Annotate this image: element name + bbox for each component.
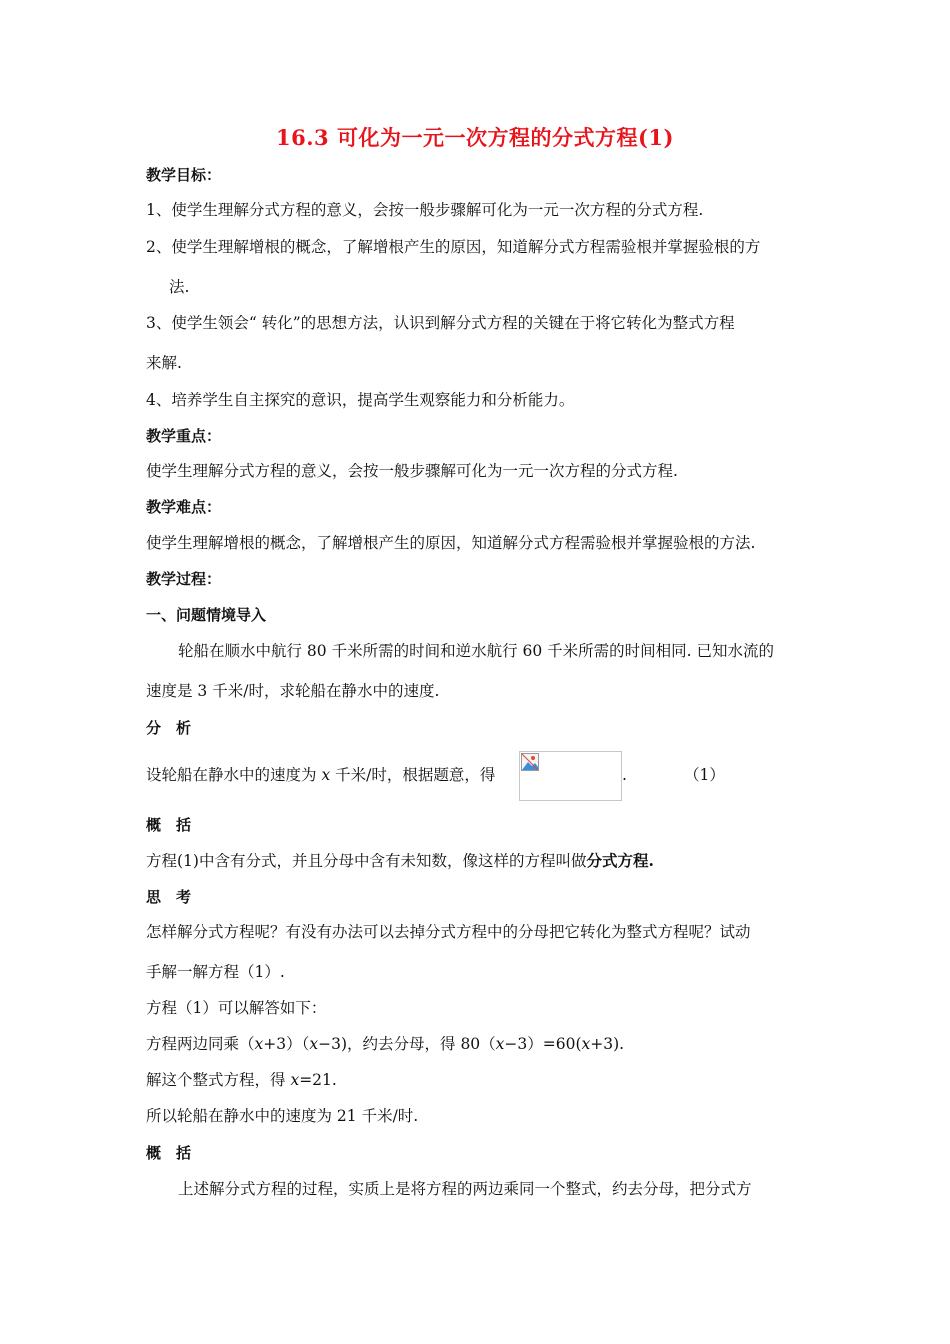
key-heading: 教学重点：: [146, 427, 222, 445]
analysis-variable: x: [321, 766, 331, 784]
analysis-heading: 分 析: [146, 719, 192, 737]
equation-number: （1）: [684, 766, 725, 784]
analysis-period: .: [622, 766, 627, 784]
sol-1-e: +3).: [590, 1035, 625, 1053]
process-heading: 教学过程：: [146, 570, 222, 588]
sol-1-x2: x: [309, 1035, 319, 1053]
summary-2-line-1: 上述解分式方程的过程，实质上是将方程的两边乘同一个整式，约去分母，把分式方: [178, 1180, 752, 1198]
broken-image-icon: [521, 753, 539, 771]
equation-image: [519, 751, 622, 801]
summary-1-term: 分式方程.: [586, 851, 654, 870]
sol-1-b: +3）（: [263, 1035, 310, 1053]
page-title: 16.3 可化为一元一次方程的分式方程(1): [276, 125, 674, 150]
summary-1-heading: 概 括: [146, 816, 192, 834]
sol-1-x4: x: [581, 1035, 591, 1053]
goal-item-3: 3、使学生领会“ 转化”的思想方法，认识到解分式方程的关键在于将它转化为整式方程: [146, 314, 735, 332]
solution-line-2: [146, 1070, 337, 1090]
sol-1-a: 方程两边同乘（: [146, 1035, 255, 1053]
goals-heading: 教学目标：: [146, 166, 222, 184]
solution-line-1: [146, 1034, 624, 1054]
sol-1-d: −3）=60(: [504, 1035, 582, 1053]
summary-1-text: [146, 851, 654, 871]
sol-2-b: =21.: [299, 1071, 337, 1089]
problem-line-2: 速度是 3 千米/时，求轮船在静水中的速度.: [146, 682, 440, 700]
think-line-1: 怎样解分式方程呢？有没有办法可以去掉分式方程中的分母把它转化为整式方程呢？试动: [146, 923, 751, 941]
goal-item-4: 4、培养学生自主探究的意识，提高学生观察能力和分析能力。: [146, 391, 575, 409]
think-line-2: 手解一解方程（1）.: [146, 963, 285, 981]
analysis-text-a: 设轮船在静水中的速度为: [146, 766, 322, 784]
analysis-text-b: 千米/时，根据题意，得: [330, 766, 496, 784]
sol-1-x1: x: [254, 1035, 264, 1053]
sol-1-x3: x: [495, 1035, 505, 1053]
sol-2-x: x: [290, 1071, 300, 1089]
analysis-line: [146, 765, 495, 785]
sol-2-a: 解这个整式方程，得: [146, 1071, 291, 1089]
solution-line-3: 所以轮船在静水中的速度为 21 千米/时.: [146, 1107, 419, 1125]
key-text: 使学生理解分式方程的意义，会按一般步骤解可化为一元一次方程的分式方程.: [146, 462, 678, 480]
summary-2-heading: 概 括: [146, 1144, 192, 1162]
goal-item-2: 2、使学生理解增根的概念，了解增根产生的原因，知道解分式方程需验根并掌握验根的方: [146, 238, 761, 256]
think-heading: 思 考: [146, 888, 192, 906]
section-1-heading: 一、问题情境导入: [146, 606, 267, 624]
difficulty-heading: 教学难点：: [146, 498, 222, 516]
difficulty-text: 使学生理解增根的概念，了解增根产生的原因，知道解分式方程需验根并掌握验根的方法.: [146, 534, 756, 552]
problem-line-1: 轮船在顺水中航行 80 千米所需的时间和逆水航行 60 千米所需的时间相同. 已知水流的: [178, 642, 775, 660]
sol-1-c: −3)，约去分母，得 80（: [318, 1035, 496, 1053]
goal-item-1: 1、使学生理解分式方程的意义，会按一般步骤解可化为一元一次方程的分式方程.: [146, 201, 704, 219]
goal-item-2-cont: 法.: [169, 278, 190, 296]
summary-1-text-a: 方程(1)中含有分式，并且分母中含有未知数，像这样的方程叫做: [146, 852, 587, 870]
solution-intro: 方程（1）可以解答如下：: [146, 999, 327, 1017]
goal-item-3-cont: 来解.: [146, 354, 182, 372]
